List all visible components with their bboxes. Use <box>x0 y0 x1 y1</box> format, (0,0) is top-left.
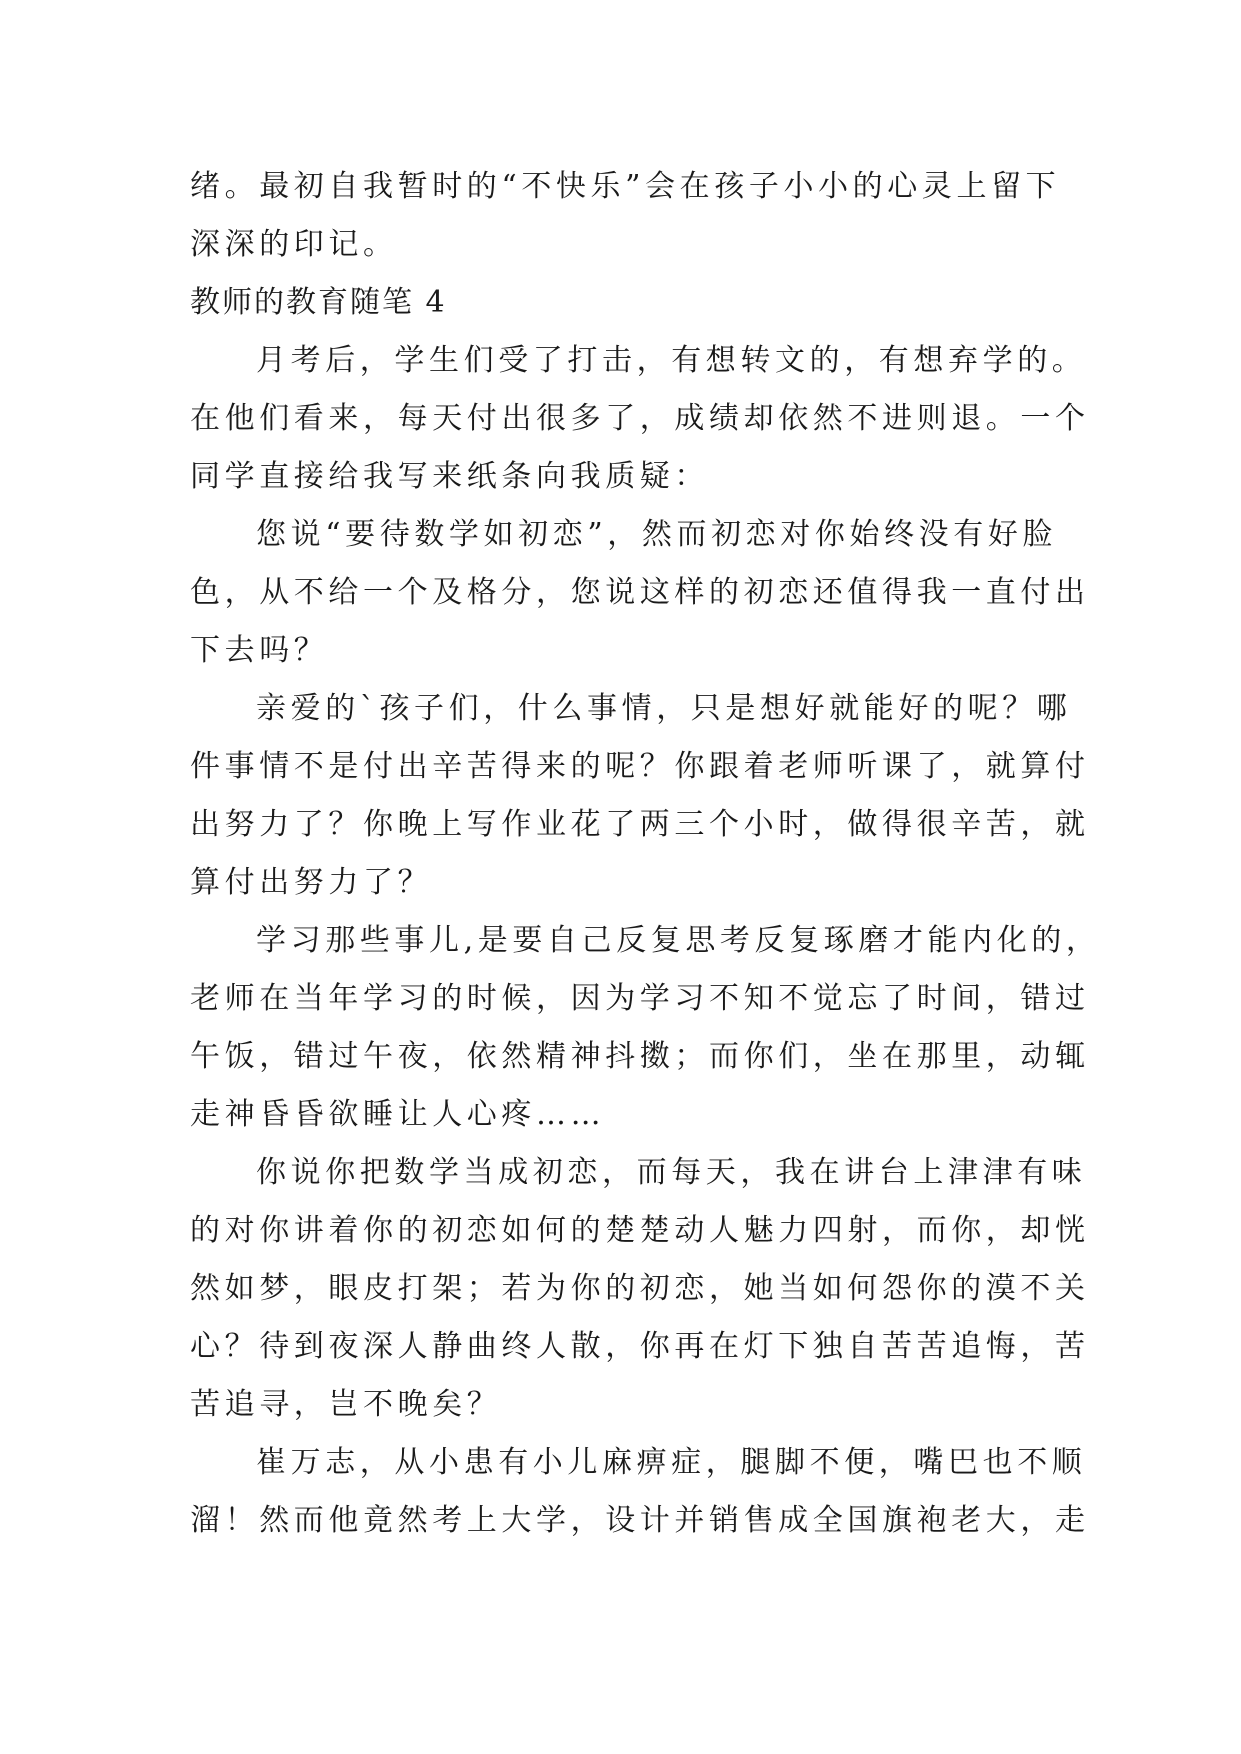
text-line: 同学直接给我写来纸条向我质疑： <box>190 459 709 494</box>
body-text <box>190 158 1101 1550</box>
text-line: 深深的印记。 <box>190 227 398 262</box>
text-line: 件事情不是付出辛苦得来的呢？你跟着老师听课了，就算付 <box>190 749 1090 784</box>
paragraph-start-line: 学习那些事儿,是要自己反复思考反复琢磨才能内化的， <box>256 923 1101 958</box>
text-line: 的对你讲着你的初恋如何的楚楚动人魅力四射，而你，却恍 <box>190 1213 1090 1248</box>
paragraph-start-line: 您说“要待数学如初恋”，然而初恋对你始终没有好脸 <box>256 517 1058 552</box>
text-line: 心？待到夜深人静曲终人散，你再在灯下独自苦苦追悔，苦 <box>190 1329 1090 1364</box>
text-line: 然如梦，眼皮打架；若为你的初恋，她当如何怨你的漠不关 <box>190 1271 1090 1306</box>
text-line: 出努力了？你晚上写作业花了两三个小时，做得很辛苦，就 <box>190 807 1090 842</box>
text-line: 苦追寻，岂不晚矣？ <box>190 1387 502 1422</box>
text-line: 老师在当年学习的时候，因为学习不知不觉忘了时间，错过 <box>190 981 1090 1016</box>
text-line: 下去吗？ <box>190 633 329 668</box>
text-line: 溜！然而他竟然考上大学，设计并销售成全国旗袍老大，走 <box>190 1503 1090 1538</box>
section-heading: 教师的教育随笔 4 <box>190 285 447 320</box>
text-line: 色，从不给一个及格分，您说这样的初恋还值得我一直付出 <box>190 575 1090 610</box>
paragraph-start-line: 你说你把数学当成初恋，而每天，我在讲台上津津有味 <box>256 1155 1087 1190</box>
paragraph-start-line: 月考后，学生们受了打击，有想转文的，有想弃学的。 <box>256 343 1087 378</box>
text-line: 午饭，错过午夜，依然精神抖擞；而你们，坐在那里，动辄 <box>190 1039 1090 1074</box>
paragraph-start-line: 崔万志，从小患有小儿麻痹症，腿脚不便，嘴巴也不顺 <box>256 1445 1087 1480</box>
text-line: 走神昏昏欲睡让人心疼…… <box>190 1097 606 1132</box>
text-line: 在他们看来，每天付出很多了，成绩却依然不进则退。一个 <box>190 401 1090 436</box>
paragraph-start-line: 亲爱的`孩子们，什么事情，只是想好就能好的呢？哪 <box>256 691 1072 726</box>
text-line: 绪。最初自我暂时的“不快乐”会在孩子小小的心灵上留下 <box>190 169 1061 204</box>
text-line: 算付出努力了？ <box>190 865 433 900</box>
